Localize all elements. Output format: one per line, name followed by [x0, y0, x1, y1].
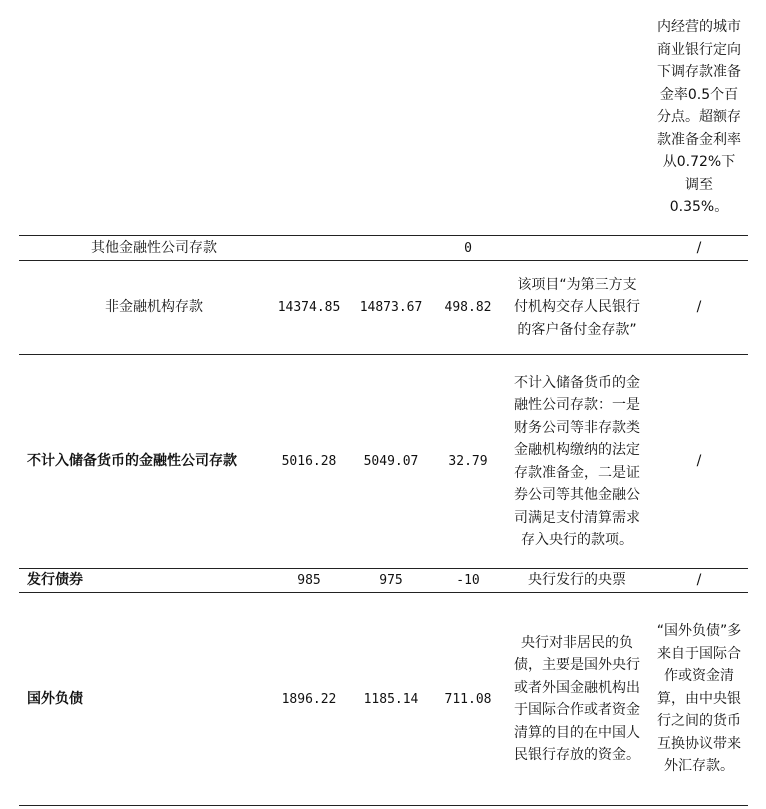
value-cell [270, 261, 348, 354]
remark-text: / [696, 453, 702, 469]
row-name: 非金融机构存款 [105, 299, 203, 315]
diff-value: 498.82 [444, 300, 492, 315]
row-divider [19, 805, 748, 806]
value-cell [352, 261, 430, 354]
explain-text: 央行发行的央票 [528, 572, 626, 589]
row-name: 其他金融性公司存款 [91, 239, 217, 256]
remark-cell [650, 236, 748, 260]
value-2: 1185.14 [363, 691, 419, 707]
remark-cell [650, 593, 748, 805]
explain-text: 不计入储备货币的金融性公司存款：一是财务公司等非存款类金融机构缴纳的法定存款准备金，二是证券公司等其他金融公司满足支付清算需求存入央行的款项。 [514, 374, 640, 548]
row-name: 国外负债 [27, 690, 83, 707]
value-1: 14374.85 [277, 300, 341, 315]
value-cell [270, 355, 348, 568]
diff-cell [437, 236, 499, 260]
table-row [27, 593, 269, 805]
remark-text: “国外负债”多来自于国际合作或资金清算，由中央银行之间的货币互换协议带来外汇存款。 [656, 623, 742, 775]
diff-cell [437, 569, 499, 592]
row-name: 不计入储备货币的金融性公司存款 [27, 453, 237, 469]
value-cell [352, 569, 430, 592]
table-row [19, 261, 269, 354]
value-2: 5049.07 [363, 454, 419, 469]
explain-cell [512, 261, 642, 354]
table-row [27, 569, 269, 592]
value-2: 14873.67 [359, 300, 423, 315]
value-1: 985 [297, 573, 321, 588]
explain-cell [512, 569, 642, 592]
value-1: 1896.22 [281, 691, 337, 707]
row-name: 发行债券 [27, 572, 83, 588]
remark-cell [650, 0, 748, 235]
value-2: 975 [379, 573, 403, 588]
value-1: 5016.28 [281, 454, 337, 469]
remark-cell [650, 355, 748, 568]
diff-cell [437, 261, 499, 354]
value-cell [352, 593, 430, 805]
remark-text: 内经营的城市商业银行定向下调存款准备金率0.5个百分点。超额存款准备金利率从0.72%下调至0.35%。 [657, 19, 741, 216]
diff-value: 711.08 [444, 691, 492, 707]
explain-cell [512, 355, 642, 568]
value-cell [352, 355, 430, 568]
diff-cell [437, 355, 499, 568]
remark-cell [650, 569, 748, 592]
remark-text: / [696, 239, 702, 256]
value-cell [270, 593, 348, 805]
explain-text: 该项目“为第三方支付机构交存人民银行的客户备付金存款” [514, 276, 640, 338]
table-row [27, 355, 269, 568]
remark-cell [650, 261, 748, 354]
remark-text: / [696, 299, 702, 315]
explain-text: 央行对非居民的负债，主要是国外央行或者外国金融机构出于国际合作或者资金清算的目的在中国人民银行存放的资金。 [514, 634, 640, 763]
diff-value: 32.79 [448, 454, 488, 469]
diff-cell [437, 593, 499, 805]
remark-text: / [696, 572, 702, 588]
diff-value: -10 [456, 573, 480, 588]
diff-value: 0 [464, 240, 472, 256]
value-cell [270, 569, 348, 592]
explain-cell [512, 593, 642, 805]
table-row [19, 236, 269, 260]
